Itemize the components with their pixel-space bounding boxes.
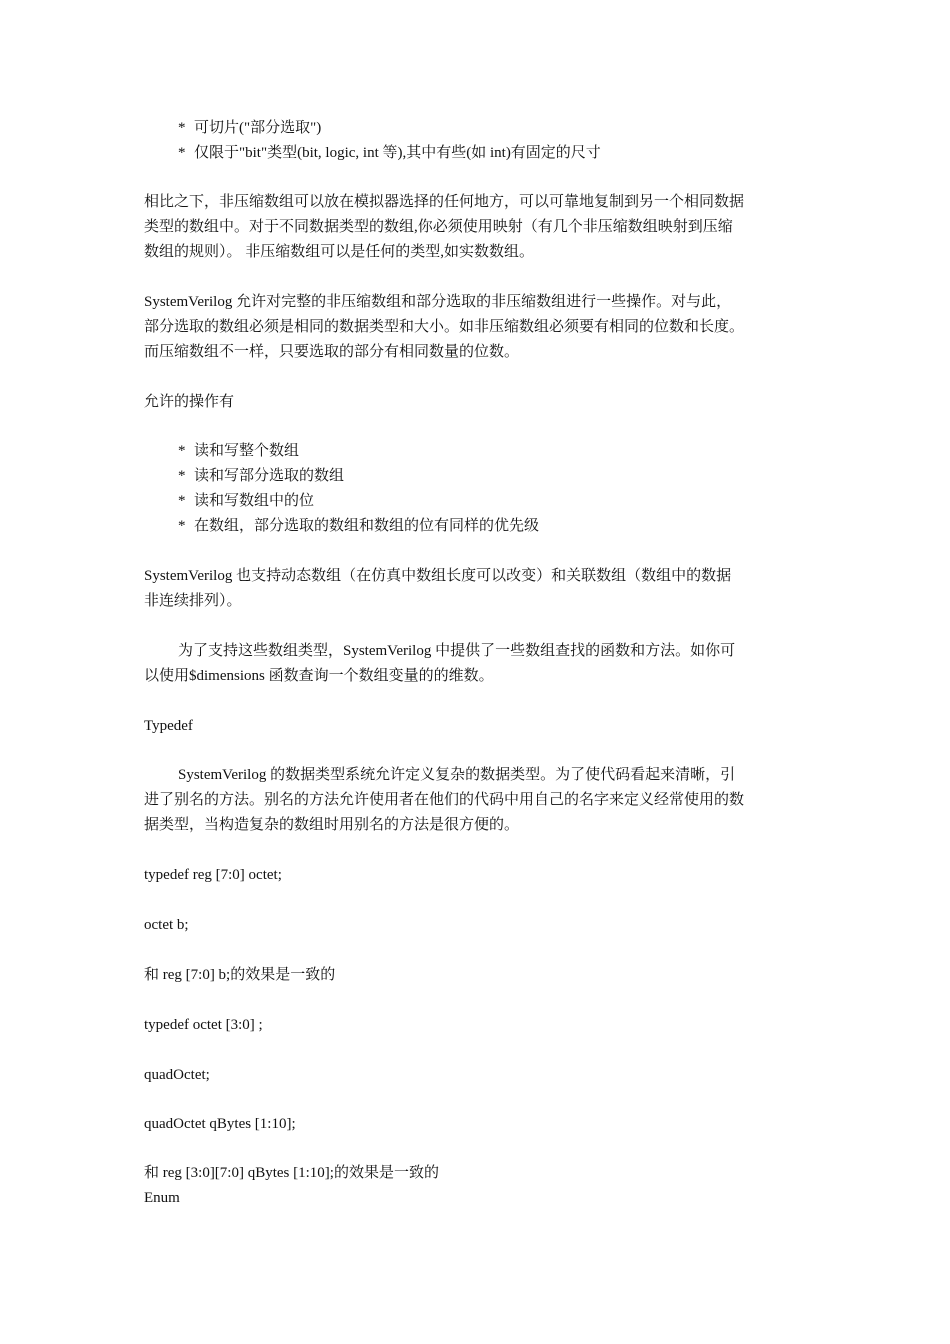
code-line: octet b; — [144, 917, 189, 933]
paragraph-line: SystemVerilog 的数据类型系统允许定义复杂的数据类型。为了使代码看起来清晰，引 — [178, 767, 736, 783]
list-item — [178, 439, 299, 463]
bullet-marker: * — [178, 493, 186, 509]
code-line: quadOctet; — [144, 1067, 210, 1083]
list-item — [178, 116, 321, 140]
paragraph-line: 而压缩数组不一样，只要选取的部分有相同数量的位数。 — [144, 344, 520, 360]
paragraph-line: 为了支持这些数组类型，SystemVerilog 中提供了一些数组查找的函数和方法。如你可 — [178, 643, 736, 659]
bullet-marker: * — [178, 145, 186, 161]
list-item — [178, 141, 601, 165]
list-item — [178, 489, 314, 513]
list-item-text: 仅限于"bit"类型(bit, logic, int 等),其中有些(如 int)有固定的尺寸 — [194, 145, 601, 161]
paragraph-line: SystemVerilog 允许对完整的非压缩数组和部分选取的非压缩数组进行一些操作。对与此， — [144, 294, 732, 310]
paragraph-line: 相比之下，非压缩数组可以放在模拟器选择的任何地方，可以可靠地复制到另一个相同数据 — [144, 194, 745, 210]
code-line: typedef reg [7:0] octet; — [144, 867, 282, 883]
list-item-text: 读和写部分选取的数组 — [194, 468, 345, 484]
paragraph-line: 类型的数组中。对于不同数据类型的数组,你必须使用映射（有几个非压缩数组映射到压缩 — [144, 219, 733, 235]
paragraph-line: 非连续排列）。 — [144, 593, 242, 609]
list-item-text: 读和写整个数组 — [194, 443, 300, 459]
paragraph-line: 进了别名的方法。别名的方法允许使用者在他们的代码中用自己的名字来定义经常使用的数 — [144, 792, 745, 808]
bullet-marker: * — [178, 518, 186, 534]
paragraph-line: 数组的规则）。 非压缩数组可以是任何的类型,如实数数组。 — [144, 244, 535, 260]
list-item-text: 在数组，部分选取的数组和数组的位有同样的优先级 — [194, 518, 540, 534]
code-line: quadOctet qBytes [1:10]; — [144, 1116, 296, 1132]
code-line: 和 reg [7:0] b;的效果是一致的 — [144, 967, 336, 983]
code-line: 和 reg [3:0][7:0] qBytes [1:10];的效果是一致的 — [144, 1165, 439, 1181]
section-label: 允许的操作有 — [144, 394, 235, 410]
list-item-text: 可切片("部分选取") — [194, 120, 322, 136]
list-item — [178, 514, 539, 538]
section-heading: Enum — [144, 1190, 180, 1206]
paragraph-line: 部分选取的数组必须是相同的数据类型和大小。如非压缩数组必须要有相同的位数和长度。 — [144, 319, 745, 335]
bullet-marker: * — [178, 443, 186, 459]
list-item — [178, 464, 344, 488]
paragraph-line: 以使用$dimensions 函数查询一个数组变量的的维数。 — [144, 668, 494, 684]
paragraph-line: 据类型，当构造复杂的数组时用别名的方法是很方便的。 — [144, 817, 520, 833]
bullet-marker: * — [178, 468, 186, 484]
section-heading: Typedef — [144, 718, 193, 734]
paragraph-line: SystemVerilog 也支持动态数组（在仿真中数组长度可以改变）和关联数组（数组中的数据 — [144, 568, 732, 584]
code-line: typedef octet [3:0] ; — [144, 1017, 263, 1033]
bullet-marker: * — [178, 120, 186, 136]
list-item-text: 读和写数组中的位 — [194, 493, 315, 509]
